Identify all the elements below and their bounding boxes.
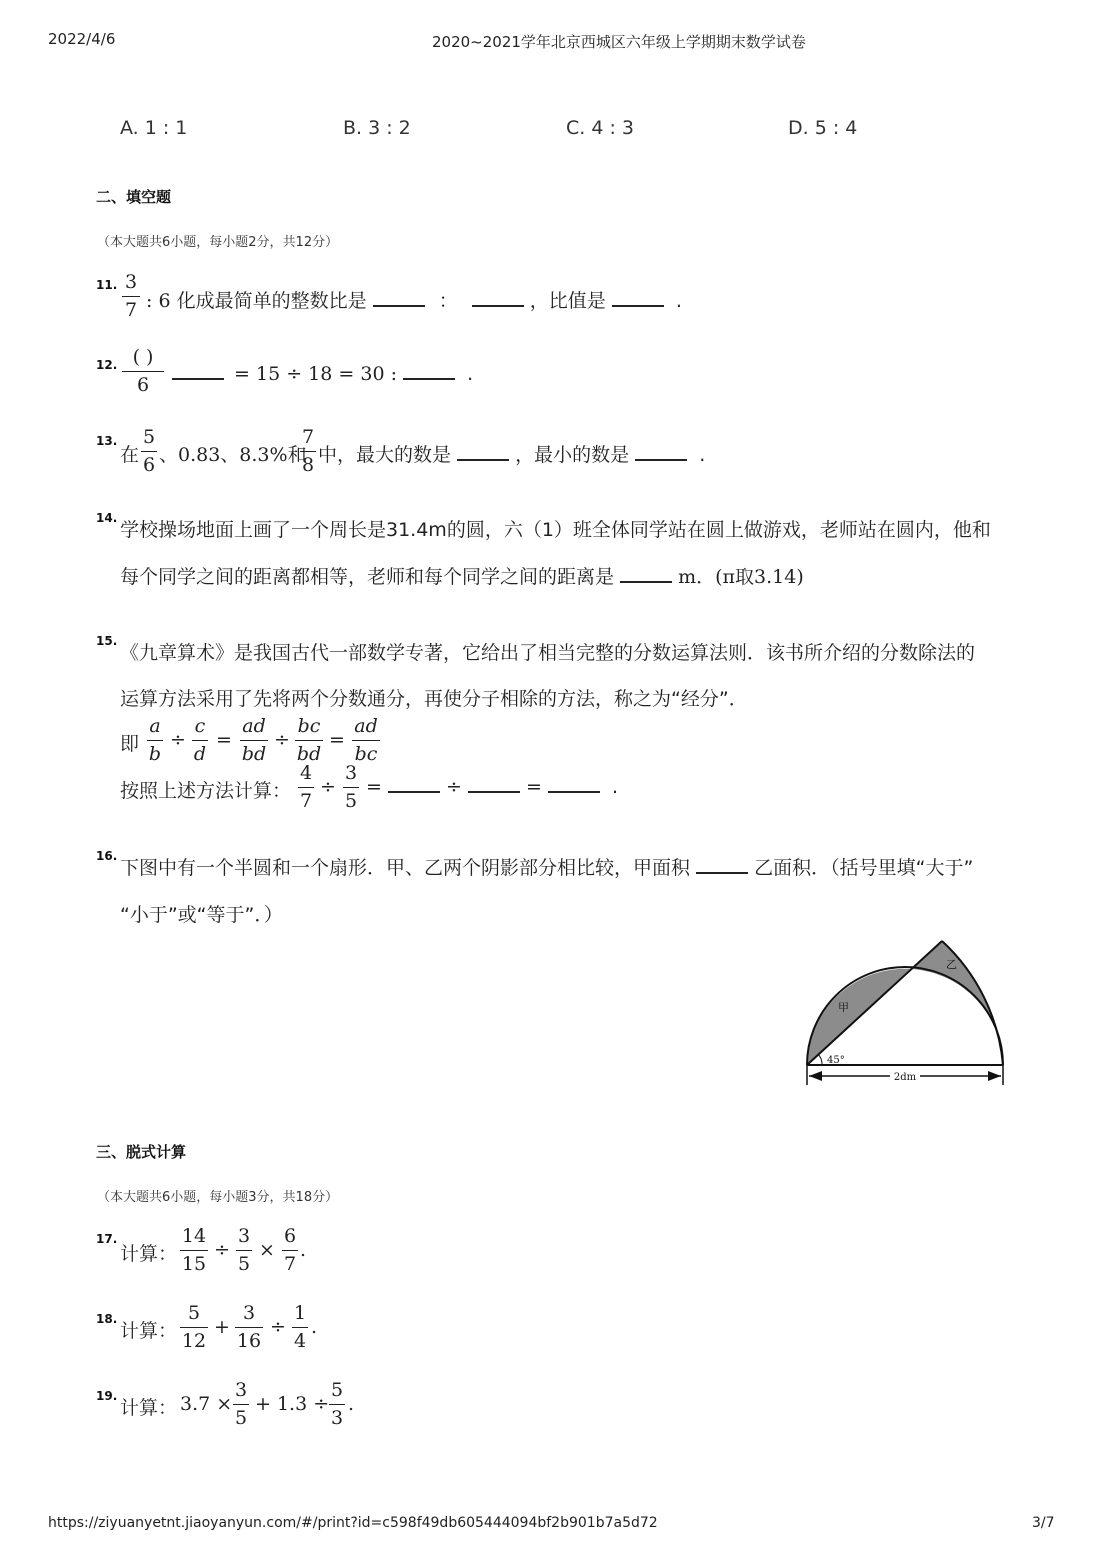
question-stem: 每个同学之间的距离都相等，老师和每个同学之间的距离是 — [120, 566, 615, 588]
answer-blank[interactable] — [388, 789, 440, 793]
question-number: 14. — [96, 511, 118, 525]
fraction-numerator: a — [149, 715, 161, 737]
answer-blank[interactable] — [373, 303, 425, 307]
fraction-bar — [236, 1250, 252, 1251]
operator: ÷ — [274, 729, 290, 751]
period-text: . — [300, 1239, 307, 1261]
fraction-numerator: ( ) — [132, 346, 154, 368]
fraction — [141, 426, 157, 476]
section-note: （本大题共6小题，每小题2分，共12分） — [97, 235, 339, 250]
question-stem: 按照上述方法计算： — [120, 780, 292, 802]
fraction-bar — [240, 740, 268, 741]
fraction-denominator: d — [193, 743, 207, 765]
question-stem: 下图中有一个半圆和一个扇形．甲、乙两个阴影部分相比较，甲面积 — [120, 857, 691, 879]
arrow-right-icon — [988, 1071, 1001, 1081]
calc-label: 计算： — [120, 1397, 178, 1419]
fraction-denominator: 7 — [299, 790, 313, 812]
question-line: 《九章算术》是我国古代一部数学专著，它给出了相当完整的分数运算法则．该书所介绍的分数除法的 — [120, 642, 976, 664]
fraction-denominator: bd — [241, 743, 267, 765]
fraction-denominator: 6 — [142, 454, 156, 476]
fraction-denominator: b — [148, 743, 162, 765]
calc-label: 计算： — [120, 1320, 178, 1342]
question-number: 15. — [96, 634, 118, 648]
question-line: 学校操场地面上画了一个周长是31.4m的圆，六（1）班全体同学站在圆上做游戏，老师站在圆内，他和 — [120, 519, 991, 541]
fraction-denominator: bd — [296, 743, 322, 765]
semicircle-sector-figure — [800, 935, 1014, 1095]
fraction — [180, 1225, 208, 1275]
shaded-region-yi — [912, 941, 1003, 1065]
fraction-numerator: 3 — [242, 1302, 256, 1324]
sector-radius — [807, 941, 942, 1065]
period-text: . — [348, 1393, 355, 1415]
fraction-numerator: 7 — [301, 426, 315, 448]
question-stem: ，最小的数是 — [515, 444, 630, 466]
number-list: 、0.83、8.3%和 — [159, 444, 307, 466]
answer-blank[interactable] — [403, 376, 455, 380]
fraction-bar — [298, 787, 314, 788]
fraction — [122, 271, 140, 321]
answer-blank[interactable] — [468, 789, 520, 793]
question-number: 18. — [96, 1312, 118, 1326]
fraction-bar — [147, 740, 163, 741]
dimension-label: 2dm — [893, 1072, 917, 1083]
fraction-bar — [292, 1327, 308, 1328]
fraction — [295, 715, 323, 765]
fraction-numerator: ad — [354, 715, 378, 737]
fraction — [233, 1379, 249, 1429]
fraction-numerator: 5 — [187, 1302, 201, 1324]
answer-blank[interactable] — [457, 457, 509, 461]
fraction — [298, 762, 314, 812]
calc-label: 计算： — [120, 1243, 178, 1265]
fraction-bar — [300, 451, 316, 452]
fraction-denominator: 16 — [236, 1330, 262, 1352]
fraction — [180, 1302, 208, 1352]
operator: = — [526, 776, 542, 798]
question-stem — [159, 440, 307, 467]
fraction-denominator: 12 — [181, 1330, 207, 1352]
unit-text: m．(π取3.14) — [678, 566, 804, 588]
question-stem: ，比值是 — [529, 290, 606, 312]
fraction — [235, 1302, 263, 1352]
question-stem: 乙面积．（括号里填“大于” — [754, 857, 974, 879]
equation-text: = 15 ÷ 18 = 30 : — [234, 363, 397, 385]
question-line: 运算方法采用了先将两个分数通分，再使分子相除的方法，称之为“经分”． — [120, 688, 748, 710]
fraction-denominator: 8 — [301, 454, 315, 476]
question-stem: 在 — [120, 444, 140, 466]
question-number: 19. — [96, 1389, 118, 1403]
fraction — [300, 426, 316, 476]
operator: + — [214, 1316, 230, 1338]
section-title: 二、填空题 — [96, 188, 172, 206]
answer-blank[interactable] — [612, 303, 664, 307]
header-date: 2022/4/6 — [48, 30, 116, 48]
question-text — [172, 363, 473, 385]
option-a: A. 1 : 1 — [120, 117, 188, 139]
question-line — [120, 853, 973, 880]
period-text: . — [311, 1316, 318, 1338]
question-text — [146, 286, 682, 313]
fraction-bar — [122, 371, 164, 372]
fraction-bar — [180, 1250, 208, 1251]
fraction-denominator: 4 — [293, 1330, 307, 1352]
fraction-bar — [282, 1250, 298, 1251]
period-text: . — [699, 444, 706, 466]
question-line — [120, 562, 804, 589]
fraction-denominator: bc — [354, 743, 378, 765]
fraction-denominator: 6 — [136, 374, 150, 396]
label-jia: 甲 — [838, 1001, 849, 1014]
fraction-numerator: 14 — [181, 1225, 207, 1247]
expression-text: 3.7 × — [180, 1393, 233, 1415]
answer-blank[interactable] — [620, 579, 672, 583]
answer-blank[interactable] — [696, 870, 748, 874]
question-number: 16. — [96, 849, 118, 863]
fraction — [329, 1379, 345, 1429]
operator: = — [366, 776, 382, 798]
fraction — [192, 715, 208, 765]
fraction — [343, 762, 359, 812]
fraction-numerator: bc — [297, 715, 321, 737]
operator: ÷ — [170, 729, 186, 751]
header-title: 2020~2021学年北京西城区六年级上学期期末数学试卷 — [432, 33, 806, 51]
fraction — [240, 715, 268, 765]
operator: × — [259, 1239, 275, 1261]
fraction-numerator: 3 — [344, 762, 358, 784]
option-b: B. 3 : 2 — [343, 117, 411, 139]
fraction-numerator: 1 — [293, 1302, 307, 1324]
fraction — [352, 715, 380, 765]
question-line: “小于”或“等于”．） — [120, 904, 283, 926]
fraction-denominator: 5 — [234, 1407, 248, 1429]
section-note: （本大题共6小题，每小题3分，共18分） — [97, 1190, 339, 1205]
fraction-bar — [180, 1327, 208, 1328]
fraction-bar — [343, 787, 359, 788]
fraction-numerator: 5 — [330, 1379, 344, 1401]
answer-blank[interactable] — [548, 789, 600, 793]
answer-blank[interactable] — [472, 303, 524, 307]
fraction-numerator: 4 — [299, 762, 313, 784]
option-d: D. 5 : 4 — [788, 117, 858, 139]
colon-text: ： — [438, 290, 458, 312]
fraction-bar — [192, 740, 208, 741]
fraction-denominator: 7 — [283, 1253, 297, 1275]
fraction-numerator: 3 — [124, 271, 138, 293]
footer-url[interactable]: https://ziyuanyetnt.jiaoyanyun.com/#/print?id=c598f49db605444094bf2b901b7a5d72 — [48, 1515, 658, 1531]
angle-label: 45° — [827, 1055, 845, 1066]
ratio-text: : 6 — [146, 290, 171, 312]
section-title: 三、脱式计算 — [96, 1143, 187, 1161]
operator: ÷ — [446, 776, 462, 798]
page-number: 3/7 — [1032, 1515, 1055, 1531]
question-stem: 化成最简单的整数比是 — [176, 290, 367, 312]
question-number: 11. — [96, 278, 118, 292]
question-number: 13. — [96, 434, 118, 448]
expression-text: + 1.3 ÷ — [255, 1393, 330, 1415]
fraction-bar — [233, 1404, 249, 1405]
fraction-denominator: 3 — [330, 1407, 344, 1429]
label-yi: 乙 — [946, 958, 957, 971]
operator: ÷ — [270, 1316, 286, 1338]
question-stem: 即 — [120, 733, 140, 755]
operator: = — [216, 729, 232, 751]
fraction-bar — [122, 296, 140, 297]
fraction-bar — [235, 1327, 263, 1328]
period-text: . — [467, 363, 474, 385]
fraction-bar — [352, 740, 380, 741]
fraction-bar — [141, 451, 157, 452]
fraction-bar — [295, 740, 323, 741]
operator: ÷ — [320, 776, 336, 798]
operator: = — [329, 729, 345, 751]
fraction-denominator: 5 — [344, 790, 358, 812]
answer-blank[interactable] — [635, 457, 687, 461]
fraction — [292, 1302, 308, 1352]
question-number: 12. — [96, 358, 118, 372]
fraction-denominator: 7 — [124, 299, 138, 321]
answer-blank[interactable] — [172, 376, 224, 380]
fraction-numerator: 3 — [234, 1379, 248, 1401]
period-text: . — [612, 776, 619, 798]
fraction-numerator: 6 — [283, 1225, 297, 1247]
question-text — [366, 776, 618, 798]
fraction — [122, 346, 164, 396]
question-stem: 中，最大的数是 — [318, 444, 452, 466]
operator: ÷ — [214, 1239, 230, 1261]
fraction-numerator: 5 — [142, 426, 156, 448]
period-text: . — [675, 290, 682, 312]
arrow-left-icon — [809, 1071, 822, 1081]
question-text — [318, 440, 705, 467]
fraction-bar — [329, 1404, 345, 1405]
fraction — [147, 715, 163, 765]
option-c: C. 4 : 3 — [566, 117, 635, 139]
question-number: 17. — [96, 1232, 118, 1246]
fraction — [236, 1225, 252, 1275]
fraction-numerator: ad — [242, 715, 266, 737]
fraction-numerator: c — [194, 715, 206, 737]
fraction-numerator: 3 — [237, 1225, 251, 1247]
fraction-denominator: 5 — [237, 1253, 251, 1275]
fraction — [282, 1225, 298, 1275]
fraction-denominator: 15 — [181, 1253, 207, 1275]
